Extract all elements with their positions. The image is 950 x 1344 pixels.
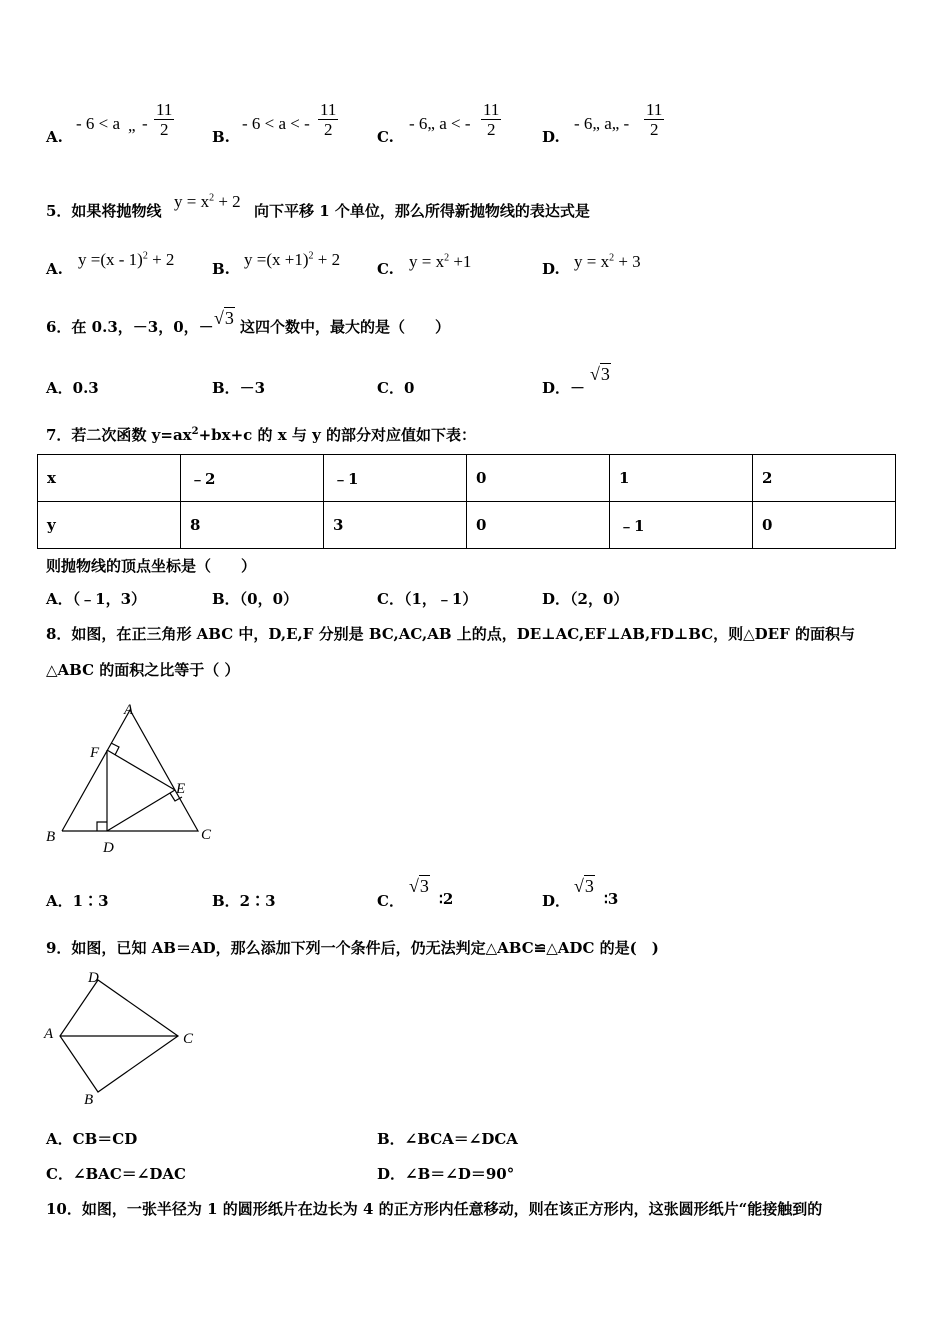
- q4-a-letter: A.: [46, 128, 63, 146]
- expr-base: y =(x +1): [244, 250, 309, 269]
- q8-d-radicand: 3: [584, 876, 594, 896]
- table-cell: 0: [752, 502, 895, 549]
- expr-tail: + 2: [147, 250, 175, 269]
- q5-b-expr: [244, 250, 340, 270]
- expr-tail: + 2: [313, 250, 341, 269]
- fraction-numerator: 11: [646, 100, 663, 119]
- q5-expr-exp: 2: [209, 192, 215, 204]
- q8-c-sqrt: √3: [409, 876, 429, 896]
- table-cell: ﹣2: [180, 455, 323, 502]
- label-e: E: [176, 781, 186, 797]
- label-f: F: [90, 745, 100, 761]
- q7-option-c[interactable]: C．（1，﹣1）: [377, 590, 478, 608]
- q9-option-b[interactable]: B．∠BCA＝∠DCA: [377, 1130, 518, 1148]
- triangle-abc: [62, 710, 198, 831]
- label-d: D: [88, 970, 99, 986]
- q8-d-tail: ∶3: [604, 890, 619, 908]
- table-cell: ﹣1: [323, 455, 466, 502]
- label-d: D: [103, 840, 114, 856]
- q8-option-b[interactable]: B．2∶3: [212, 892, 276, 910]
- q8-d-sqrt: √3: [574, 876, 594, 896]
- q4-c-letter: C.: [377, 128, 394, 146]
- q4-b-expr: - 6 < a < -: [242, 114, 310, 133]
- expr-exp: 2: [142, 250, 148, 262]
- q5-a-expr: [78, 250, 174, 270]
- q6-sqrt: √3: [214, 308, 234, 328]
- expr-base: y = x: [574, 252, 610, 271]
- fraction-denominator: 2: [486, 120, 496, 139]
- expr-exp: 2: [308, 250, 314, 262]
- q9-option-d[interactable]: D．∠B＝∠D＝90°: [377, 1165, 515, 1183]
- q5-c-expr: [409, 252, 471, 272]
- q5-prefix: 5．如果将抛物线: [46, 202, 162, 220]
- expr-base: y = x: [409, 252, 445, 271]
- q9-option-a[interactable]: A．CB＝CD: [46, 1130, 138, 1148]
- table-row-y: [38, 502, 896, 549]
- q8-stem-line2: △ABC 的面积之比等于（ ）: [46, 661, 240, 679]
- q6-option-b[interactable]: B．－3: [212, 379, 266, 397]
- label-a: A: [124, 702, 134, 718]
- expr-tail: +1: [449, 252, 472, 271]
- q5-expr-tail: + 2: [214, 192, 241, 211]
- expr-tail: + 3: [614, 252, 641, 271]
- table-row-x: [38, 455, 896, 502]
- q4-b-letter: B.: [212, 128, 230, 146]
- q5-expr: [174, 192, 241, 212]
- fraction-denominator: 2: [649, 120, 659, 139]
- q6-option-c[interactable]: C．0: [377, 379, 415, 397]
- q8-d-letter: D．: [542, 892, 571, 910]
- q9-option-c[interactable]: C．∠BAC＝∠DAC: [46, 1165, 186, 1183]
- q5-b-letter: B.: [212, 260, 230, 278]
- q10-stem: 10．如图，一张半径为 1 的圆形纸片在边长为 4 的正方形内任意移动，则在该正方形内，这张圆形纸片“能接触到的: [46, 1200, 823, 1218]
- expr-exp: 2: [609, 252, 615, 264]
- table-cell: 0: [466, 502, 609, 549]
- fraction-denominator: 2: [323, 120, 333, 139]
- q6-d-radicand: 3: [600, 364, 610, 384]
- q4-a-rel: „: [128, 116, 136, 135]
- q7-option-d[interactable]: D．（2，0）: [542, 590, 629, 608]
- q8-option-a[interactable]: A．1∶3: [46, 892, 109, 910]
- fraction-numerator: 11: [156, 100, 173, 119]
- label-c: C: [201, 827, 212, 843]
- table-cell: y: [38, 502, 181, 549]
- label-a: A: [44, 1026, 54, 1042]
- table-cell: 1: [609, 455, 752, 502]
- q7-option-a[interactable]: A．（﹣1，3）: [46, 590, 147, 608]
- q4-b-fraction: [318, 100, 338, 139]
- q8-c-tail: ∶2: [439, 890, 454, 908]
- q5-a-letter: A.: [46, 260, 63, 278]
- q5-expr-base: y = x: [174, 192, 210, 211]
- segment-de: [107, 790, 175, 831]
- table-cell: 3: [323, 502, 466, 549]
- q4-a-fraction: [154, 100, 174, 139]
- label-b: B: [46, 829, 56, 845]
- fraction-denominator: 2: [159, 120, 169, 139]
- q6-d-letter: D．－: [542, 379, 586, 397]
- q6-option-a[interactable]: A．0.3: [46, 379, 99, 397]
- q5-c-letter: C.: [377, 260, 394, 278]
- table-cell: 0: [466, 455, 609, 502]
- q6-radicand: 3: [224, 308, 234, 328]
- segment-fe: [107, 750, 175, 790]
- q6-suffix: 这四个数中，最大的是（ ）: [240, 318, 451, 336]
- q7-title-pre: 7．若二次函数 y=ax: [46, 426, 192, 444]
- q8-c-letter: C．: [377, 892, 404, 910]
- right-angle-d: [97, 822, 107, 831]
- q8-stem-line1: 8．如图，在正三角形 ABC 中，D,E,F 分别是 BC,AC,AB 上的点，DE⊥AC,EF⊥AB,FD⊥BC，则△DEF 的面积与: [46, 625, 855, 643]
- q7-stem: [46, 424, 476, 445]
- fraction-numerator: 11: [483, 100, 500, 119]
- table-cell: x: [38, 455, 181, 502]
- q4-d-letter: D.: [542, 128, 560, 146]
- table-cell: ﹣1: [609, 502, 752, 549]
- q7-option-b[interactable]: B．（0，0）: [212, 590, 299, 608]
- q6-prefix: 6．在 0.3，－3，0，－: [46, 318, 214, 336]
- q9-quadrilateral-figure: [40, 966, 210, 1111]
- q5-suffix: 向下平移 1 个单位，那么所得新抛物线的表达式是: [254, 202, 590, 220]
- q8-c-radicand: 3: [419, 876, 429, 896]
- q4-c-expr: - 6„ a < -: [409, 114, 471, 133]
- q5-d-letter: D.: [542, 260, 560, 278]
- expr-exp: 2: [444, 252, 450, 264]
- q7-title-post: +bx+c 的 x 与 y 的部分对应值如下表：: [198, 426, 477, 444]
- label-c: C: [183, 1031, 194, 1047]
- q4-a-expr: - 6 < a: [76, 114, 121, 133]
- label-b: B: [84, 1092, 94, 1108]
- q9-stem: 9．如图，已知 AB＝AD，那么添加下列一个条件后，仍无法判定△ABC≌△ADC 的是( ): [46, 939, 659, 957]
- q8-triangle-figure: [40, 700, 230, 860]
- q4-d-fraction: [644, 100, 664, 139]
- q4-c-fraction: [481, 100, 501, 139]
- q4-d-expr: - 6„ a„ -: [574, 114, 630, 133]
- q7-value-table: [37, 454, 896, 549]
- q6-d-sqrt: √3: [590, 364, 610, 384]
- q7-question: 则抛物线的顶点坐标是（ ）: [46, 557, 257, 575]
- fraction-numerator: 11: [320, 100, 337, 119]
- q5-d-expr: [574, 252, 641, 272]
- expr-base: y =(x - 1): [78, 250, 143, 269]
- table-cell: 2: [752, 455, 895, 502]
- q7-title-exp: 2: [191, 426, 199, 437]
- q4-a-minus: -: [142, 114, 148, 133]
- table-cell: 8: [180, 502, 323, 549]
